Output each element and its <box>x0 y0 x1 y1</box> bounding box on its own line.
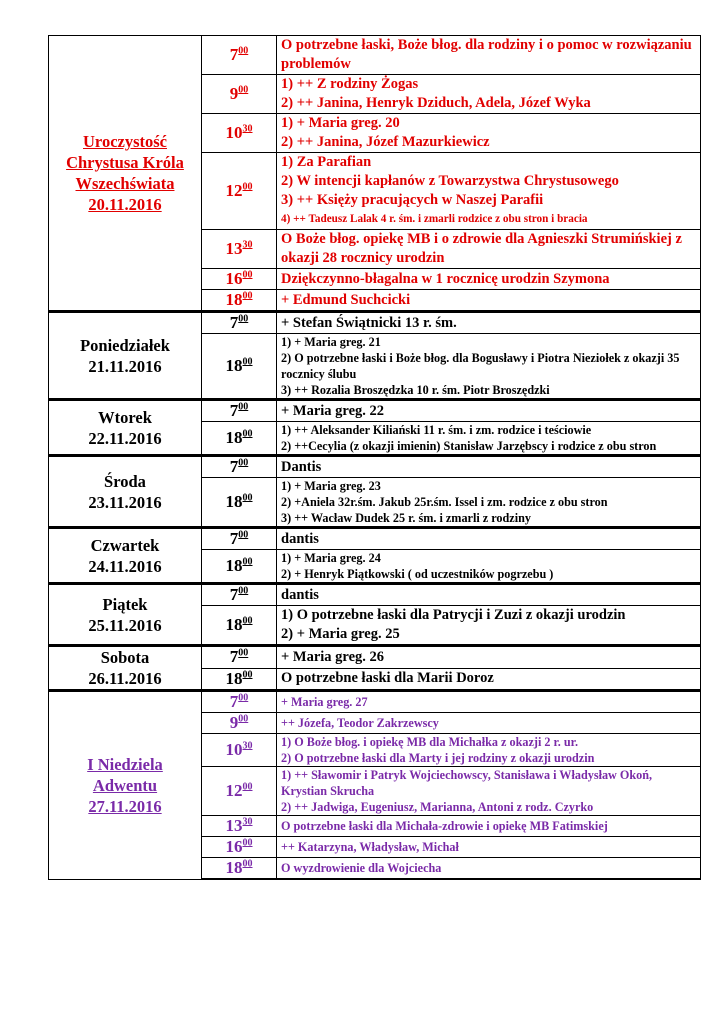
intention-line: + Maria greg. 26 <box>281 648 385 665</box>
intention-line: 1) + Maria greg. 21 <box>281 335 381 349</box>
mass-intentions <box>277 816 701 837</box>
mass-minute: 00 <box>242 858 253 870</box>
intention-line: 1) O potrzebne łaski dla Patrycji i Zuzi z okazji urodzin <box>281 607 626 623</box>
mass-row <box>49 528 701 550</box>
mass-time <box>202 312 277 334</box>
day-name: Chrystusa Króla <box>66 153 184 172</box>
intention-line: 1) ++ Sławomir i Patryk Wojciechowscy, Stanisława i Władysław Okoń, Krystian Skrucha <box>281 768 653 798</box>
mass-minute: 00 <box>238 313 249 325</box>
intention-line: + Edmund Suchcicki <box>281 291 411 308</box>
mass-time <box>202 456 277 478</box>
day-date: 23.11.2016 <box>88 492 162 512</box>
mass-intentions <box>277 858 701 880</box>
mass-intentions <box>277 734 701 767</box>
mass-minute: 00 <box>242 269 253 281</box>
intention-line: 2) +Aniela 32r.śm. Jakub 25r.śm. Issel i zm. rodzice z obu stron <box>281 495 608 509</box>
mass-intentions <box>277 478 701 528</box>
mass-intentions <box>277 646 701 669</box>
mass-minute: 00 <box>238 457 249 469</box>
mass-minute: 30 <box>242 740 253 752</box>
intention-line: ++ Józefa, Teodor Zakrzewscy <box>281 716 439 730</box>
mass-minute: 30 <box>242 816 253 828</box>
mass-intentions <box>277 269 701 290</box>
mass-minute: 30 <box>242 123 253 135</box>
mass-intentions <box>277 550 701 584</box>
mass-minute: 00 <box>242 290 253 302</box>
mass-minute: 00 <box>238 713 249 725</box>
mass-minute: 00 <box>242 492 253 504</box>
mass-intentions <box>277 75 701 114</box>
mass-time <box>202 646 277 669</box>
mass-minute: 00 <box>238 529 249 541</box>
intention-line: ++ Katarzyna, Władysław, Michał <box>281 840 459 854</box>
mass-minute: 00 <box>238 84 249 96</box>
mass-hour: 18 <box>225 668 243 688</box>
mass-hour: 12 <box>225 781 243 800</box>
intention-line: Dantis <box>281 458 322 475</box>
intention-line: 1) O Boże błog. i opiekę MB dla Michałka z okazji 2 r. ur. <box>281 735 579 749</box>
mass-row <box>49 312 701 334</box>
day-heading <box>49 646 202 691</box>
mass-minute: 00 <box>238 401 249 413</box>
mass-minute: 00 <box>242 781 253 793</box>
intention-line: 1) + Maria greg. 20 <box>281 115 400 131</box>
mass-intentions <box>277 767 701 816</box>
mass-time <box>202 36 277 75</box>
mass-intentions <box>277 713 701 734</box>
intention-line: 3) ++ Rozalia Broszędzka 10 r. śm. Piotr Broszędzki <box>281 383 550 397</box>
mass-hour: 10 <box>225 123 243 142</box>
day-name: Wszechświata <box>75 174 175 193</box>
mass-time <box>202 606 277 646</box>
intention-line: 1) Za Parafian <box>281 154 372 170</box>
day-name: Uroczystość <box>83 132 167 151</box>
intention-line: 2) ++ Janina, Henryk Dziduch, Adela, Józef Wyka <box>281 95 591 111</box>
intention-line: 2) + Maria greg. 25 <box>281 626 400 642</box>
mass-hour: 18 <box>225 858 243 877</box>
mass-hour: 9 <box>229 713 239 732</box>
mass-hour: 18 <box>225 428 243 447</box>
day-heading <box>49 584 202 646</box>
mass-time <box>202 230 277 269</box>
mass-row <box>49 646 701 669</box>
mass-row <box>49 456 701 478</box>
mass-minute: 00 <box>242 428 253 440</box>
mass-intentions <box>277 422 701 456</box>
mass-time <box>202 422 277 456</box>
mass-hour: 7 <box>229 692 239 711</box>
intention-line: 1) + Maria greg. 24 <box>281 551 381 565</box>
mass-hour: 18 <box>225 556 243 575</box>
intention-line: 4) ++ Tadeusz Lalak 4 r. śm. i zmarli rodzice z obu stron i bracia <box>281 213 588 225</box>
intention-line: 1) ++ Z rodziny Żogas <box>281 76 419 92</box>
intention-line: Dziękczynno-błagalna w 1 rocznicę urodzin Szymona <box>281 270 610 287</box>
mass-hour: 10 <box>225 740 243 759</box>
intention-line: O Boże błog. opiekę MB i o zdrowie dla Agnieszki Strumińskiej z okazji 28 rocznicy urodzin <box>281 231 682 266</box>
mass-hour: 7 <box>229 45 239 64</box>
mass-row <box>49 400 701 422</box>
mass-time <box>202 550 277 584</box>
day-name: Adwentu <box>92 775 158 795</box>
intention-line: 2) ++Cecylia (z okazji imienin) Stanisław Jarzębscy i rodzice z obu stron <box>281 439 657 453</box>
mass-intentions <box>277 606 701 646</box>
mass-intentions <box>277 528 701 550</box>
mass-row <box>49 584 701 606</box>
mass-time <box>202 290 277 312</box>
mass-intentions <box>277 668 701 691</box>
mass-row <box>49 36 701 75</box>
mass-time <box>202 478 277 528</box>
mass-time <box>202 334 277 400</box>
day-date: 20.11.2016 <box>88 195 162 214</box>
mass-hour: 18 <box>225 356 243 375</box>
day-date: 25.11.2016 <box>88 615 162 635</box>
mass-minute: 00 <box>242 356 253 368</box>
intention-line: 2) W intencji kapłanów z Towarzystwa Chrystusowego <box>281 173 619 189</box>
day-date: 24.11.2016 <box>88 556 162 576</box>
mass-time <box>202 816 277 837</box>
day-date: 21.11.2016 <box>88 356 162 376</box>
schedule-body <box>49 36 701 880</box>
mass-minute: 30 <box>242 239 253 251</box>
mass-intentions <box>277 153 701 230</box>
day-name: Poniedziałek <box>80 335 170 355</box>
intention-line: + Maria greg. 22 <box>281 402 385 419</box>
mass-time <box>202 837 277 858</box>
intention-line: O potrzebne łaski dla Marii Doroz <box>281 670 494 687</box>
day-name: Środa <box>104 471 146 491</box>
day-heading <box>49 528 202 584</box>
mass-minute: 00 <box>242 615 253 627</box>
mass-time <box>202 269 277 290</box>
intention-line: 2) O potrzebne łaski i Boże błog. dla Bogusławy i Piotra Nieziołek z okazji 35 rocznicy ślubu <box>281 351 680 381</box>
mass-intentions <box>277 837 701 858</box>
intention-line: dantis <box>281 530 319 547</box>
mass-hour: 7 <box>229 585 239 604</box>
mass-time <box>202 153 277 230</box>
day-heading <box>49 456 202 528</box>
mass-time <box>202 734 277 767</box>
intention-line: + Stefan Świątnicki 13 r. śm. <box>281 314 457 331</box>
mass-hour: 9 <box>229 84 239 103</box>
mass-intentions <box>277 400 701 422</box>
mass-hour: 7 <box>229 313 239 332</box>
mass-intentions <box>277 334 701 400</box>
intention-line: 2) + Henryk Piątkowski ( od uczestników pogrzebu ) <box>281 567 554 581</box>
day-name: I Niedziela <box>87 754 163 774</box>
day-date: 26.11.2016 <box>88 669 162 688</box>
mass-minute: 00 <box>238 692 249 704</box>
mass-intentions <box>277 456 701 478</box>
mass-schedule-table <box>48 35 701 880</box>
day-date: 27.11.2016 <box>88 796 162 816</box>
mass-minute: 00 <box>242 669 253 681</box>
intention-line: O potrzebne łaski, Boże błog. dla rodziny i o pomoc w rozwiązaniu problemów <box>281 37 692 72</box>
mass-hour: 7 <box>229 529 239 548</box>
mass-intentions <box>277 36 701 75</box>
mass-minute: 00 <box>238 585 249 597</box>
intention-line: + Maria greg. 27 <box>281 695 368 709</box>
mass-time <box>202 713 277 734</box>
mass-hour: 7 <box>229 457 239 476</box>
intention-line: 3) ++ Wacław Dudek 25 r. śm. i zmarli z rodziny <box>281 511 531 525</box>
day-name: Czwartek <box>90 535 160 555</box>
mass-row <box>49 691 701 713</box>
intention-line: 1) + Maria greg. 23 <box>281 479 381 493</box>
mass-time <box>202 400 277 422</box>
intention-line: O wyzdrowienie dla Wojciecha <box>281 861 442 875</box>
day-heading <box>49 36 202 312</box>
day-date: 22.11.2016 <box>88 428 162 448</box>
mass-time <box>202 767 277 816</box>
mass-hour: 16 <box>225 837 243 856</box>
mass-hour: 18 <box>225 615 243 634</box>
mass-intentions <box>277 114 701 153</box>
intention-line: 2) ++ Janina, Józef Mazurkiewicz <box>281 134 490 150</box>
day-name: Piątek <box>102 594 148 614</box>
intention-line: dantis <box>281 586 319 603</box>
mass-minute: 00 <box>242 181 253 193</box>
mass-time <box>202 114 277 153</box>
mass-hour: 13 <box>225 239 243 258</box>
mass-minute: 00 <box>238 647 249 659</box>
mass-time <box>202 691 277 713</box>
mass-hour: 18 <box>225 492 243 511</box>
mass-time <box>202 584 277 606</box>
mass-hour: 7 <box>229 401 239 420</box>
mass-hour: 7 <box>229 647 239 667</box>
day-name: Sobota <box>100 648 150 667</box>
intention-line: 2) ++ Jadwiga, Eugeniusz, Marianna, Antoni z rodz. Czyrko <box>281 800 594 814</box>
day-heading <box>49 312 202 400</box>
mass-minute: 00 <box>238 45 249 57</box>
day-name: Wtorek <box>98 407 152 427</box>
mass-intentions <box>277 290 701 312</box>
mass-minute: 00 <box>242 556 253 568</box>
intention-line: 2) O potrzebne łaski dla Marty i jej rodziny z okazji urodzin <box>281 751 595 765</box>
mass-intentions <box>277 584 701 606</box>
mass-hour: 16 <box>225 269 243 288</box>
mass-time <box>202 75 277 114</box>
mass-intentions <box>277 691 701 713</box>
mass-minute: 00 <box>242 837 253 849</box>
mass-hour: 18 <box>225 290 243 309</box>
day-heading <box>49 400 202 456</box>
mass-hour: 12 <box>225 181 243 200</box>
mass-intentions <box>277 230 701 269</box>
intention-line: 3) ++ Księży pracujących w Naszej Parafii <box>281 192 544 208</box>
intention-line: 1) ++ Aleksander Kiliański 11 r. śm. i zm. rodzice i teściowie <box>281 423 592 437</box>
intention-line: O potrzebne łaski dla Michała-zdrowie i opiekę MB Fatimskiej <box>281 819 608 833</box>
day-heading <box>49 691 202 880</box>
mass-time <box>202 858 277 880</box>
mass-time <box>202 668 277 691</box>
mass-intentions <box>277 312 701 334</box>
mass-hour: 13 <box>225 816 243 835</box>
mass-time <box>202 528 277 550</box>
